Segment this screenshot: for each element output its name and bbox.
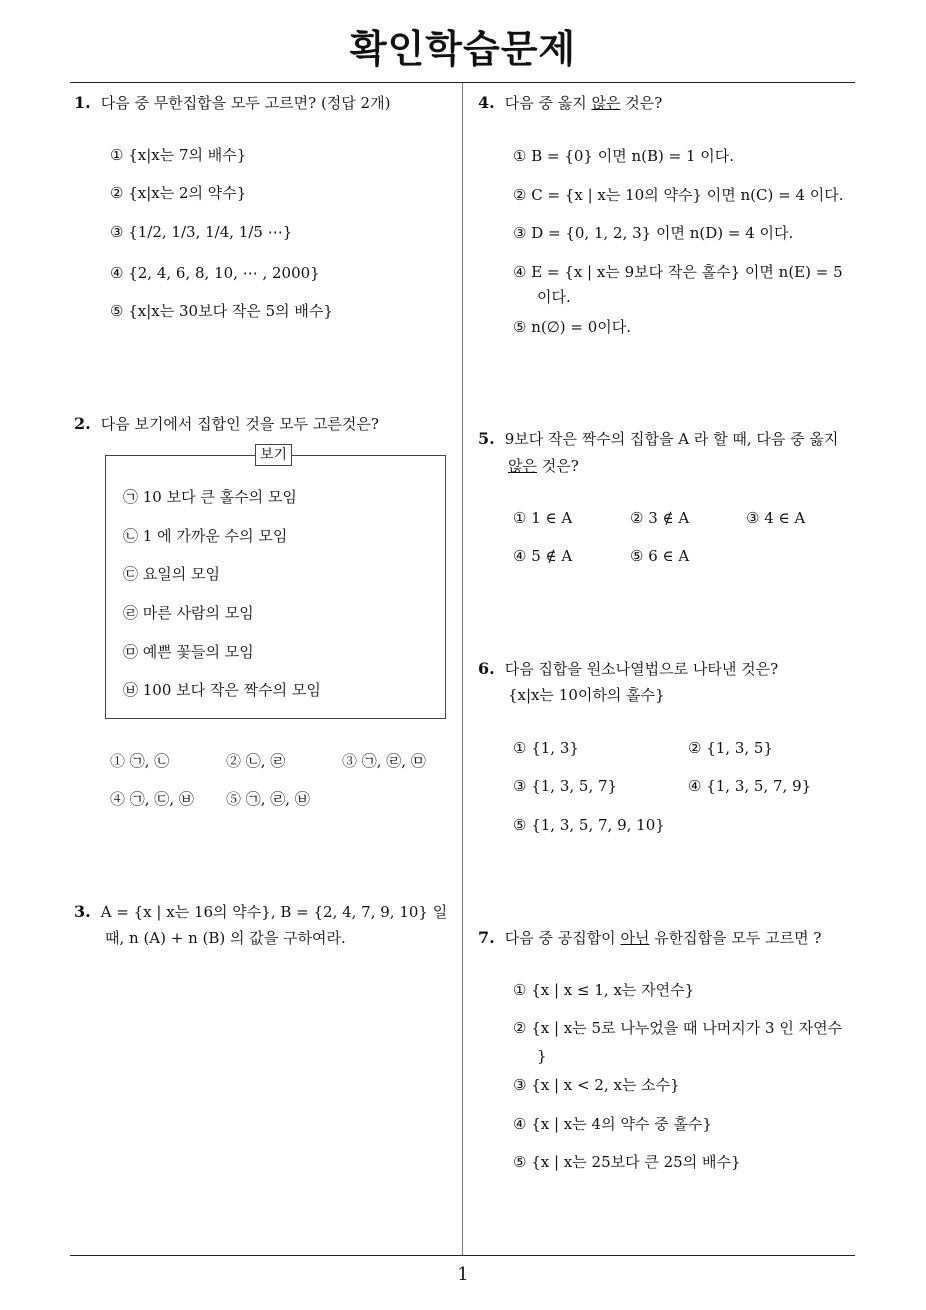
q7-option-3[interactable]: ③ {x | x < 2, x는 소수} — [513, 1076, 680, 1094]
q5-option-4[interactable]: ④ 5 ∉ A — [513, 547, 573, 565]
page-title: 확인학습문제 — [349, 27, 577, 71]
q7-option-2[interactable]: ② {x | x는 5로 나누었을 때 나머지가 3 인 자연수 — [513, 1019, 843, 1037]
question-number: 4. — [478, 93, 495, 112]
q4-option-5[interactable]: ⑤ n(∅) = 0이다. — [513, 318, 632, 336]
question-3-cont — [105, 925, 346, 951]
question-text-line-2: 것은? — [536, 457, 579, 475]
q5-option-3[interactable]: ③ 4 ∈ A — [746, 509, 806, 527]
q7-option-4[interactable]: ④ {x | x는 4의 약수 중 홀수} — [513, 1115, 712, 1133]
question-number: 1. — [74, 93, 91, 112]
question-text-end: 것은? — [620, 94, 663, 112]
question-number: 5. — [478, 429, 495, 448]
q4-option-4[interactable]: ④ E = {x | x는 9보다 작은 홀수} 이면 n(E) = 5 — [513, 263, 843, 281]
q1-option-3[interactable]: ③ {1/2, 1/3, 1/4, 1/5 ⋯} — [110, 223, 293, 241]
q1-option-4[interactable]: ④ {2, 4, 6, 8, 10, ⋯ , 2000} — [110, 264, 320, 282]
underlined-word: 않은 — [508, 457, 537, 475]
q6-option-4[interactable]: ④ {1, 3, 5, 7, 9} — [688, 777, 812, 795]
q4-option-4-cont: 이다. — [537, 288, 571, 306]
box-item-2: ㉡ 1 에 가까운 수의 모임 — [123, 527, 288, 545]
q1-option-5[interactable]: ⑤ {x|x는 30보다 작은 5의 배수} — [110, 302, 333, 320]
question-text: 다음 중 공집합이 — [504, 929, 621, 947]
box-item-3: ㉢ 요일의 모임 — [123, 565, 220, 583]
q7-option-2-cont: } — [537, 1047, 547, 1065]
question-text: 다음 중 옳지 — [504, 94, 592, 112]
q6-option-3[interactable]: ③ {1, 3, 5, 7} — [513, 777, 618, 795]
q5-option-1[interactable]: ① 1 ∈ A — [513, 509, 573, 527]
q2-option-1[interactable]: ① ㉠, ㉡ — [110, 752, 170, 770]
question-6-cont — [508, 682, 665, 708]
page-number: 1 — [457, 1264, 469, 1285]
question-number: 6. — [478, 659, 495, 678]
q6-option-5[interactable]: ⑤ {1, 3, 5, 7, 9, 10} — [513, 816, 665, 834]
q2-option-5[interactable]: ⑤ ㉠, ㉣, ㉥ — [226, 790, 310, 808]
q4-option-3[interactable]: ③ D = {0, 1, 2, 3} 이면 n(D) = 4 이다. — [513, 224, 794, 242]
q4-option-1[interactable]: ① B = {0} 이면 n(B) = 1 이다. — [513, 147, 735, 165]
question-text-line-2: 때, n (A) + n (B) 의 값을 구하여라. — [105, 929, 346, 947]
underlined-word: 아닌 — [620, 929, 650, 947]
question-3 — [74, 899, 447, 925]
box-item-4: ㉣ 마른 사람의 모임 — [123, 604, 254, 622]
q2-option-2[interactable]: ② ㉡, ㉣ — [226, 752, 286, 770]
question-1 — [74, 90, 390, 116]
question-text-line-1: 9보다 작은 짝수의 집합을 A 라 할 때, 다음 중 옳지 — [504, 430, 839, 448]
question-text-end: 유한집합을 모두 고르면 ? — [649, 929, 822, 947]
q1-option-1[interactable]: ① {x|x는 7의 배수} — [110, 146, 247, 164]
question-4 — [478, 90, 662, 116]
question-number: 2. — [74, 414, 91, 433]
question-number: 7. — [478, 928, 495, 947]
q4-option-2[interactable]: ② C = {x | x는 10의 약수} 이면 n(C) = 4 이다. — [513, 186, 844, 204]
question-text: 다음 보기에서 집합인 것을 모두 고른것은? — [100, 415, 379, 433]
question-6 — [478, 656, 778, 682]
question-2 — [74, 411, 379, 437]
q5-option-5[interactable]: ⑤ 6 ∈ A — [630, 547, 690, 565]
q7-option-1[interactable]: ① {x | x ≤ 1, x는 자연수} — [513, 981, 695, 999]
question-text: 다음 중 무한집합을 모두 고르면? (정답 2개) — [100, 94, 391, 112]
q5-option-2[interactable]: ② 3 ∉ A — [630, 509, 690, 527]
q6-option-1[interactable]: ① {1, 3} — [513, 739, 579, 757]
question-5-cont — [508, 453, 579, 479]
example-box — [105, 447, 446, 719]
q6-option-2[interactable]: ② {1, 3, 5} — [688, 739, 774, 757]
example-box-label: 보기 — [255, 444, 292, 466]
box-item-6: ㉥ 100 보다 작은 짝수의 모임 — [123, 681, 321, 699]
question-text-line-1: A = {x | x는 16의 약수}, B = {2, 4, 7, 9, 10} 일 — [100, 903, 448, 921]
question-7 — [478, 925, 821, 951]
bottom-rule — [70, 1255, 855, 1256]
underlined-word: 않은 — [591, 94, 621, 112]
box-item-1: ㉠ 10 보다 큰 홀수의 모임 — [123, 488, 297, 506]
q1-option-2[interactable]: ② {x|x는 2의 약수} — [110, 184, 247, 202]
q2-option-4[interactable]: ④ ㉠, ㉢, ㉥ — [110, 790, 194, 808]
q2-option-3[interactable]: ③ ㉠, ㉣, ㉤ — [342, 752, 426, 770]
q7-option-5[interactable]: ⑤ {x | x는 25보다 큰 25의 배수} — [513, 1153, 741, 1171]
question-number: 3. — [74, 902, 91, 921]
box-item-5: ㉤ 예쁜 꽃들의 모임 — [123, 643, 254, 661]
question-text-line-2: {x|x는 10이하의 홀수} — [508, 686, 665, 704]
column-divider — [462, 83, 463, 1255]
question-text-line-1: 다음 집합을 원소나열법으로 나타낸 것은? — [504, 660, 779, 678]
question-5 — [478, 426, 838, 452]
